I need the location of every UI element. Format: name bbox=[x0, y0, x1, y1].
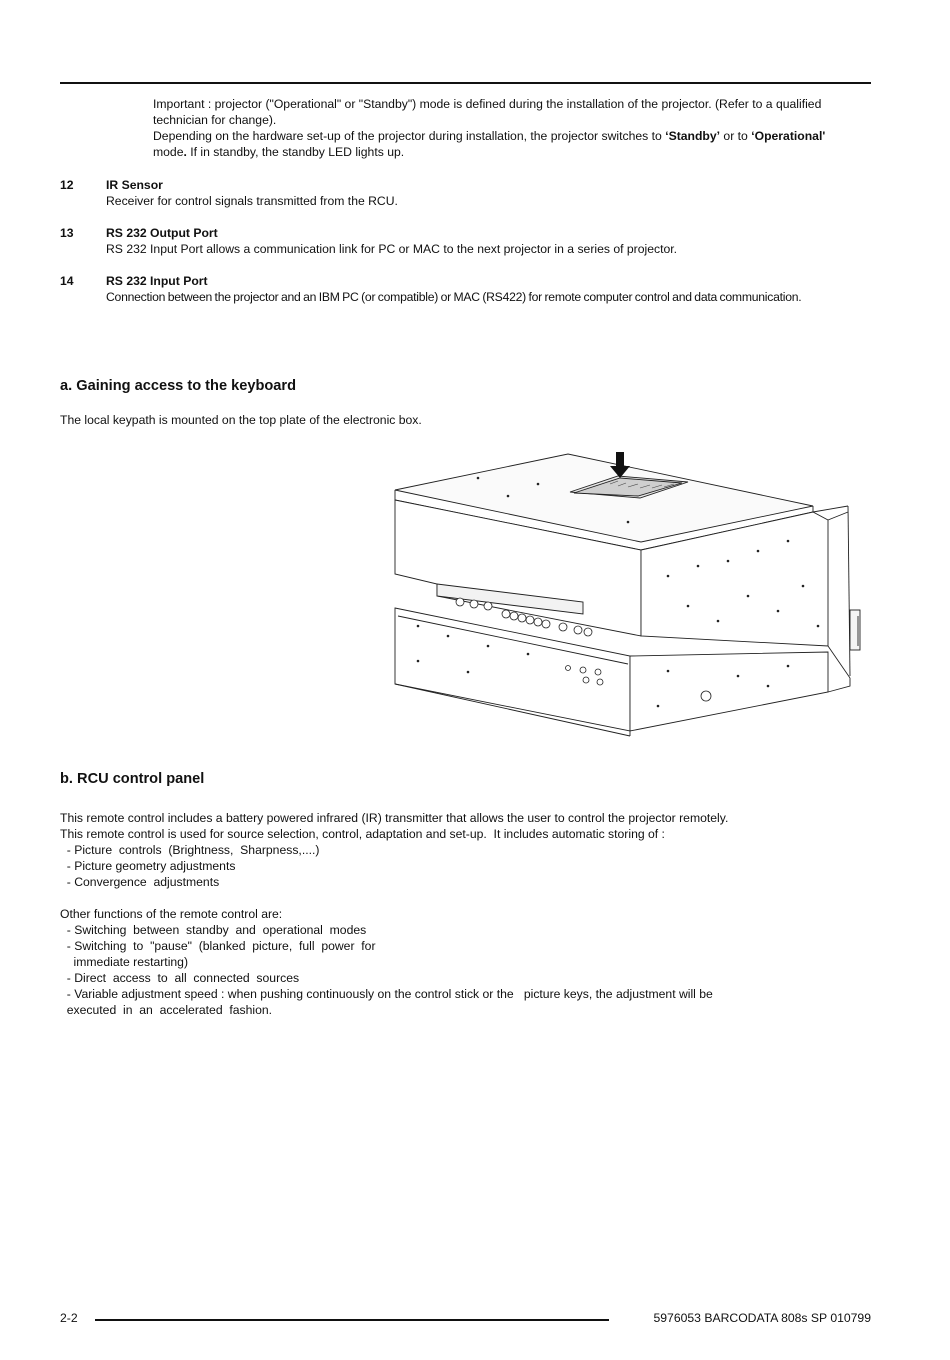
document-reference: 5976053 BARCODATA 808s SP 010799 bbox=[653, 1311, 871, 1325]
footer-rule bbox=[95, 1319, 609, 1321]
installation-note bbox=[153, 96, 871, 160]
top-rule bbox=[60, 82, 871, 84]
list-item: - Convergence adjustments bbox=[60, 875, 220, 889]
item-number: 14 bbox=[60, 274, 74, 288]
list-item: - Picture controls (Brightness, Sharpness,....) bbox=[60, 843, 320, 857]
projector-electronic-box-drawing bbox=[388, 446, 874, 742]
text-line: This remote control includes a battery powered infrared (IR) transmitter that allows the user to control the projector remotely. bbox=[60, 811, 729, 825]
note-line-2: technician for change). bbox=[153, 113, 277, 127]
page-number: 2-2 bbox=[60, 1311, 78, 1325]
item-title: RS 232 Input Port bbox=[106, 274, 208, 288]
item-number: 12 bbox=[60, 178, 74, 192]
item-description: Receiver for control signals transmitted from the RCU. bbox=[106, 194, 398, 208]
item-title: RS 232 Output Port bbox=[106, 226, 218, 240]
list-item: - Direct access to all connected sources bbox=[60, 971, 300, 985]
note-line-1: Important : projector ("Operational" or "Standby") mode is defined during the installation of the projector. (Refer to a qualified bbox=[153, 97, 822, 111]
list-item: immediate restarting) bbox=[60, 955, 189, 969]
list-item: - Picture geometry adjustments bbox=[60, 859, 236, 873]
text-line: Other functions of the remote control are: bbox=[60, 907, 283, 921]
list-item: - Switching between standby and operational modes bbox=[60, 923, 367, 937]
item-description: RS 232 Input Port allows a communication link for PC or MAC to the next projector in a series of projector. bbox=[106, 242, 678, 256]
section-a-heading: a. Gaining access to the keyboard bbox=[60, 378, 297, 394]
section-a-text: The local keypath is mounted on the top plate of the electronic box. bbox=[60, 413, 422, 427]
item-number: 13 bbox=[60, 226, 74, 240]
note-line-3 bbox=[153, 128, 871, 144]
item-title: IR Sensor bbox=[106, 178, 163, 192]
note-line-4-text: If in standby, the standby LED lights up. bbox=[186, 145, 405, 159]
section-b-paragraph-2 bbox=[60, 906, 872, 1018]
section-b-heading: b. RCU control panel bbox=[60, 771, 205, 787]
note-line-4-mode: mode bbox=[153, 145, 184, 159]
text-line: This remote control is used for source selection, control, adaptation and set-up. It includes automatic storing of : bbox=[60, 827, 665, 841]
item-description: Connection between the projector and an IBM PC (or compatible) or MAC (RS422) for remote computer control and data communication. bbox=[106, 290, 802, 304]
section-b-paragraph-1 bbox=[60, 810, 872, 890]
list-item: - Switching to "pause" (blanked picture, full power for bbox=[60, 939, 376, 953]
note-line-4 bbox=[153, 144, 871, 160]
note-line-3-text: Depending on the hardware set-up of the projector during installation, the projector switches to bbox=[153, 129, 666, 143]
operational-term: ‘Operational' bbox=[751, 129, 826, 143]
list-item: - Variable adjustment speed : when pushing continuously on the control stick or the picture keys, the adjustment will be bbox=[60, 987, 713, 1001]
list-item: executed in an accelerated fashion. bbox=[60, 1003, 273, 1017]
standby-term: ‘Standby’ bbox=[665, 129, 721, 143]
note-line-4-dot: . bbox=[183, 145, 187, 159]
note-line-3-mid: or to bbox=[720, 129, 752, 143]
